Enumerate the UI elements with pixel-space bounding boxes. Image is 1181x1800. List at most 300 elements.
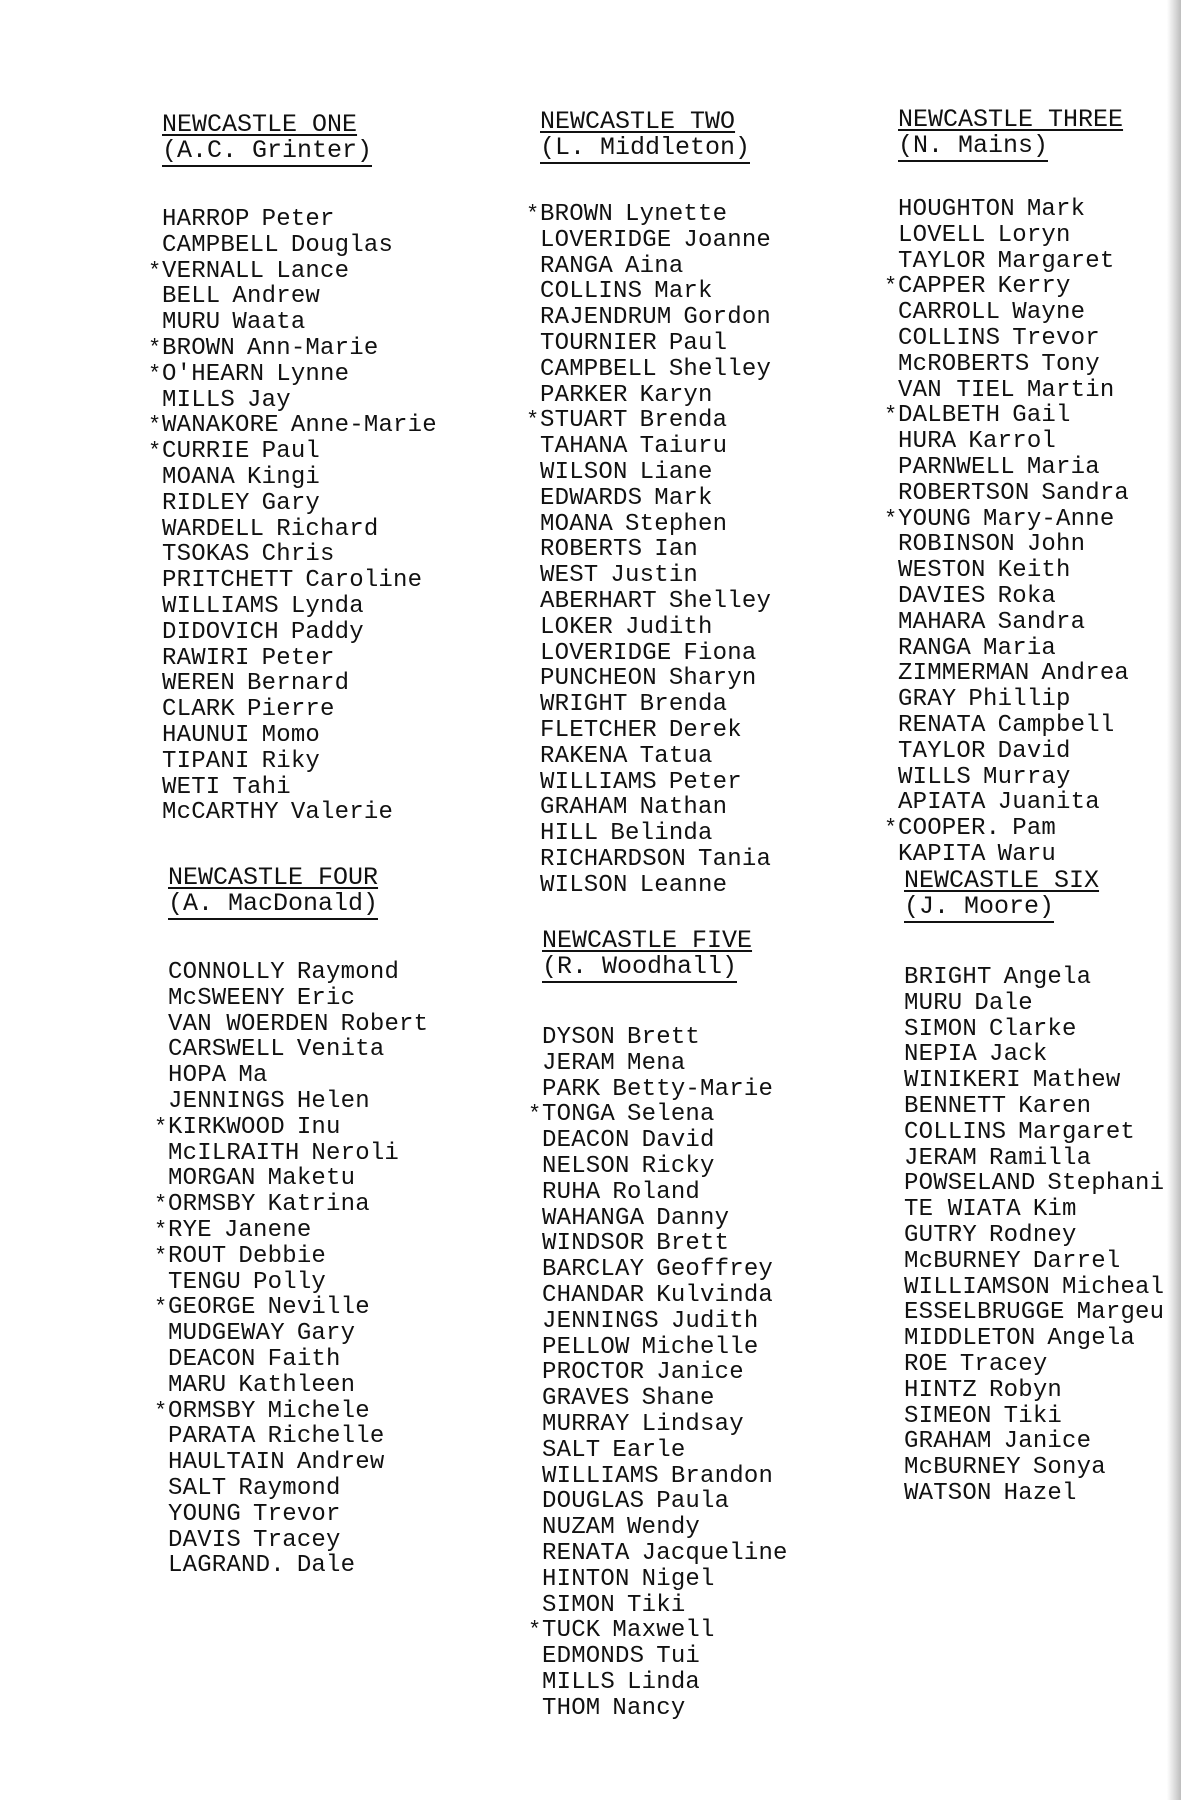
student-surname: WILLS bbox=[898, 763, 972, 791]
student-entry bbox=[162, 800, 437, 826]
student-surname: O'HEARN bbox=[162, 360, 265, 388]
student-surname: LOVELL bbox=[898, 221, 986, 249]
student-entry bbox=[898, 790, 1129, 816]
student-given-name: Lindsay bbox=[641, 1410, 744, 1438]
student-given-name: Wayne bbox=[1012, 299, 1086, 327]
student-entry bbox=[898, 739, 1129, 765]
student-surname: McSWEENY bbox=[168, 984, 285, 1012]
student-surname: GRAHAM bbox=[540, 794, 628, 822]
student-list bbox=[168, 960, 428, 1579]
student-surname: HOUGHTON bbox=[898, 196, 1015, 223]
student-surname: YOUNG bbox=[898, 505, 972, 533]
student-surname: WARDELL bbox=[162, 515, 265, 543]
student-given-name: Paul bbox=[261, 438, 321, 466]
student-given-name: Debbie bbox=[238, 1242, 327, 1270]
student-given-name: David bbox=[997, 737, 1071, 765]
student-given-name: Linda bbox=[627, 1668, 701, 1696]
student-surname: TENGU bbox=[168, 1268, 242, 1296]
student-given-name: Tahi bbox=[232, 773, 291, 801]
student-surname: MURRAY bbox=[542, 1410, 630, 1438]
student-surname: McBURNEY bbox=[904, 1247, 1021, 1275]
student-surname: McROBERTS bbox=[898, 350, 1030, 378]
student-entry bbox=[162, 465, 437, 491]
student-given-name: Lynne bbox=[276, 360, 350, 388]
student-entry bbox=[904, 1275, 1164, 1301]
student-entry bbox=[540, 202, 771, 228]
student-given-name: Tony bbox=[1041, 350, 1100, 378]
student-surname: BENNETT bbox=[904, 1092, 1007, 1120]
student-given-name: Hazel bbox=[1003, 1479, 1077, 1507]
student-surname: CURRIE bbox=[162, 438, 250, 466]
group-newcastle-two bbox=[540, 109, 771, 899]
student-surname: HOPA bbox=[168, 1062, 227, 1090]
student-given-name: Tiki bbox=[627, 1591, 686, 1619]
student-given-name: Mark bbox=[654, 278, 713, 306]
student-given-name: Neroli bbox=[311, 1139, 400, 1167]
student-given-name: Ramilla bbox=[989, 1144, 1092, 1172]
student-entry bbox=[168, 1063, 428, 1089]
student-entry bbox=[542, 1283, 788, 1309]
student-surname: NEPIA bbox=[904, 1041, 978, 1069]
student-given-name: Tui bbox=[656, 1643, 701, 1671]
student-entry bbox=[168, 1037, 428, 1063]
student-surname: JENNINGS bbox=[168, 1087, 285, 1115]
student-given-name: Kingi bbox=[247, 463, 321, 491]
student-entry bbox=[540, 460, 771, 486]
student-given-name: Katrina bbox=[267, 1191, 370, 1219]
page-edge-shadow bbox=[1167, 0, 1181, 1800]
student-given-name: Maria bbox=[1026, 453, 1100, 481]
student-given-name: Brenda bbox=[639, 691, 728, 719]
student-surname: WINDSOR bbox=[542, 1230, 645, 1258]
student-given-name: Karen bbox=[1018, 1092, 1092, 1120]
student-given-name: Mark bbox=[654, 484, 713, 512]
student-given-name: Polly bbox=[253, 1268, 327, 1296]
student-surname: MILLS bbox=[162, 386, 236, 414]
student-given-name: Gary bbox=[296, 1320, 356, 1348]
student-list bbox=[904, 965, 1164, 1507]
student-surname: CARROLL bbox=[898, 299, 1001, 327]
group-heading bbox=[540, 109, 771, 164]
group-newcastle-one bbox=[162, 112, 437, 826]
student-entry bbox=[542, 1541, 788, 1567]
student-entry bbox=[162, 388, 437, 414]
student-surname: DIDOVICH bbox=[162, 618, 279, 646]
student-surname: RAJENDRUM bbox=[540, 304, 672, 332]
student-given-name: Gary bbox=[261, 489, 321, 517]
group-title: NEWCASTLE SIX bbox=[904, 866, 1100, 895]
student-entry bbox=[540, 331, 771, 357]
student-entry bbox=[898, 558, 1129, 584]
student-given-name: Keith bbox=[997, 557, 1071, 585]
student-given-name: Valerie bbox=[290, 799, 394, 827]
student-surname: CAMPBELL bbox=[540, 355, 657, 383]
student-given-name: Maketu bbox=[267, 1165, 356, 1193]
student-given-name: Justin bbox=[610, 562, 699, 590]
student-surname: DEACON bbox=[168, 1345, 256, 1373]
student-entry bbox=[542, 1412, 788, 1438]
student-surname: MURU bbox=[904, 989, 963, 1017]
student-given-name: Dale bbox=[974, 989, 1033, 1017]
student-surname: RYE bbox=[168, 1216, 212, 1244]
student-entry bbox=[540, 821, 771, 847]
student-entry bbox=[542, 1335, 788, 1361]
student-entry bbox=[898, 197, 1129, 223]
student-entry bbox=[904, 1404, 1164, 1430]
student-given-name: Earle bbox=[612, 1436, 686, 1464]
student-surname: SIMON bbox=[542, 1591, 616, 1619]
student-surname: COLLINS bbox=[904, 1118, 1007, 1146]
student-given-name: Michelle bbox=[641, 1333, 759, 1361]
student-surname: TIPANI bbox=[162, 747, 250, 775]
student-entry bbox=[542, 1128, 788, 1154]
student-entry bbox=[162, 310, 437, 336]
student-entry bbox=[542, 1360, 788, 1386]
student-surname: EDMONDS bbox=[542, 1643, 645, 1671]
student-surname: JENNINGS bbox=[542, 1307, 659, 1335]
student-given-name: Tiki bbox=[1003, 1402, 1063, 1430]
student-entry bbox=[540, 795, 771, 821]
student-surname: MURU bbox=[162, 309, 221, 337]
student-surname: ROBERTS bbox=[540, 536, 643, 564]
student-given-name: Waata bbox=[232, 309, 306, 337]
student-entry bbox=[168, 1141, 428, 1167]
student-given-name: Peter bbox=[668, 768, 742, 796]
student-entry bbox=[540, 615, 771, 641]
student-entry bbox=[168, 1166, 428, 1192]
student-entry bbox=[904, 1481, 1164, 1507]
student-given-name: Paddy bbox=[290, 618, 364, 646]
student-given-name: Martin bbox=[1026, 376, 1115, 404]
student-surname: GUTRY bbox=[904, 1221, 978, 1249]
student-surname: WEST bbox=[540, 562, 599, 590]
student-entry bbox=[540, 357, 771, 383]
student-given-name: Maria bbox=[983, 634, 1057, 662]
student-entry bbox=[542, 1489, 788, 1515]
student-given-name: Taiuru bbox=[639, 433, 728, 461]
student-given-name: Roka bbox=[997, 582, 1057, 610]
student-given-name: Nathan bbox=[639, 794, 728, 822]
student-given-name: Liane bbox=[639, 458, 713, 486]
student-entry bbox=[540, 279, 771, 305]
student-entry bbox=[540, 254, 771, 280]
student-given-name: Brenda bbox=[639, 407, 728, 435]
student-entry bbox=[542, 1464, 788, 1490]
student-entry bbox=[168, 1012, 428, 1038]
student-given-name: Janice bbox=[1003, 1428, 1092, 1456]
student-surname: PROCTOR bbox=[542, 1359, 645, 1387]
student-given-name: Janene bbox=[223, 1216, 312, 1244]
student-given-name: Judith bbox=[625, 613, 713, 641]
student-given-name: Richard bbox=[276, 515, 379, 543]
student-given-name: Eric bbox=[296, 984, 356, 1012]
student-surname: ROUT bbox=[168, 1242, 227, 1270]
student-surname: ROBERTSON bbox=[898, 479, 1030, 507]
student-given-name: Brett bbox=[656, 1230, 730, 1258]
student-given-name: John bbox=[1026, 531, 1086, 559]
student-surname: HAULTAIN bbox=[168, 1449, 285, 1477]
student-given-name: Judith bbox=[670, 1307, 759, 1335]
student-surname: ESSELBRUGGE bbox=[904, 1299, 1065, 1327]
student-given-name: Mary-Anne bbox=[983, 505, 1115, 533]
student-given-name: Rodney bbox=[989, 1221, 1077, 1249]
student-entry bbox=[540, 512, 771, 538]
student-entry bbox=[540, 563, 771, 589]
student-given-name: Dale bbox=[296, 1552, 356, 1580]
student-surname: CONNOLLY bbox=[168, 959, 285, 986]
group-title: NEWCASTLE ONE bbox=[162, 110, 358, 139]
student-surname: YOUNG bbox=[168, 1500, 242, 1528]
student-entry bbox=[898, 403, 1129, 429]
student-given-name: Shelley bbox=[668, 355, 772, 383]
student-entry bbox=[904, 1378, 1164, 1404]
student-entry bbox=[162, 723, 437, 749]
student-surname: LOKER bbox=[540, 613, 614, 641]
student-list bbox=[542, 1025, 788, 1722]
student-entry bbox=[168, 1399, 428, 1425]
student-surname: WATSON bbox=[904, 1479, 992, 1507]
student-surname: TAYLOR bbox=[898, 737, 986, 765]
student-surname: THOM bbox=[542, 1694, 601, 1722]
student-given-name: Danny bbox=[656, 1204, 730, 1232]
student-given-name: Raymond bbox=[238, 1474, 341, 1502]
student-surname: HILL bbox=[540, 820, 599, 848]
student-entry bbox=[162, 491, 437, 517]
student-given-name: Sandra bbox=[997, 608, 1086, 636]
student-surname: DALBETH bbox=[898, 402, 1001, 430]
student-surname: SIMEON bbox=[904, 1402, 992, 1430]
student-entry bbox=[904, 1223, 1164, 1249]
student-given-name: Kathleen bbox=[238, 1371, 356, 1399]
student-surname: RIDLEY bbox=[162, 489, 250, 517]
group-teacher: ( N. Mains ) bbox=[898, 133, 1048, 162]
student-surname: NUZAM bbox=[542, 1514, 616, 1542]
student-surname: PUNCHEON bbox=[540, 665, 657, 693]
student-surname: TE WIATA bbox=[904, 1196, 1021, 1224]
student-given-name: Sharyn bbox=[668, 665, 757, 693]
student-entry bbox=[898, 842, 1129, 868]
student-given-name: Aina bbox=[625, 252, 684, 280]
student-entry bbox=[542, 1309, 788, 1335]
student-list bbox=[898, 197, 1129, 868]
student-given-name: Brandon bbox=[670, 1462, 774, 1490]
student-surname: HURA bbox=[898, 428, 957, 456]
group-heading bbox=[162, 112, 437, 167]
student-surname: COOPER. bbox=[898, 815, 1001, 843]
student-surname: SIMON bbox=[904, 1015, 978, 1043]
student-given-name: Mena bbox=[627, 1049, 686, 1077]
student-given-name: Andrea bbox=[1041, 660, 1130, 688]
student-surname: PARATA bbox=[168, 1423, 256, 1451]
student-entry bbox=[168, 1218, 428, 1244]
student-entry bbox=[162, 568, 437, 594]
student-entry bbox=[540, 228, 771, 254]
student-surname: COLLINS bbox=[898, 324, 1001, 352]
student-surname: ABERHART bbox=[540, 587, 657, 615]
student-surname: WILLIAMS bbox=[542, 1462, 659, 1490]
student-surname: WRIGHT bbox=[540, 691, 628, 719]
student-entry bbox=[898, 816, 1129, 842]
student-entry bbox=[162, 542, 437, 568]
student-surname: HARROP bbox=[162, 206, 250, 233]
student-surname: GRAY bbox=[898, 686, 957, 714]
student-given-name: Robert bbox=[340, 1010, 429, 1038]
student-entry bbox=[904, 1249, 1164, 1275]
student-surname: MOANA bbox=[540, 510, 614, 538]
student-surname: WINIKERI bbox=[904, 1067, 1021, 1095]
student-list bbox=[540, 202, 771, 899]
student-entry bbox=[904, 1042, 1164, 1068]
student-surname: HINTON bbox=[542, 1565, 630, 1593]
student-surname: LOVERIDGE bbox=[540, 226, 672, 254]
student-surname: TUCK bbox=[542, 1617, 601, 1645]
student-given-name: Kerry bbox=[997, 273, 1071, 301]
student-given-name: Lance bbox=[276, 257, 350, 285]
student-given-name: Phillip bbox=[968, 686, 1071, 714]
student-entry bbox=[168, 1089, 428, 1115]
student-given-name: Helen bbox=[296, 1087, 370, 1115]
student-surname: PARKER bbox=[540, 381, 628, 409]
student-given-name: Caroline bbox=[305, 567, 423, 595]
student-entry bbox=[542, 1438, 788, 1464]
student-entry bbox=[162, 362, 437, 388]
student-given-name: Pierre bbox=[247, 696, 335, 724]
student-surname: PARNWELL bbox=[898, 453, 1015, 481]
student-entry bbox=[540, 383, 771, 409]
group-teacher: ( R. Woodhall ) bbox=[542, 954, 737, 983]
student-surname: DYSON bbox=[542, 1024, 616, 1051]
group-newcastle-five bbox=[542, 928, 788, 1722]
group-teacher: ( L. Middleton ) bbox=[540, 135, 750, 164]
student-given-name: Tatua bbox=[639, 742, 713, 770]
group-title: NEWCASTLE FOUR bbox=[168, 863, 379, 892]
student-given-name: Selena bbox=[627, 1101, 715, 1129]
student-entry bbox=[904, 1146, 1164, 1172]
student-entry bbox=[540, 305, 771, 331]
student-entry bbox=[898, 274, 1129, 300]
student-surname: WILLIAMS bbox=[162, 592, 279, 620]
student-entry bbox=[162, 671, 437, 697]
student-surname: LAGRAND. bbox=[168, 1552, 285, 1580]
student-entry bbox=[898, 300, 1129, 326]
student-surname: McCARTHY bbox=[162, 799, 279, 827]
student-given-name: Fiona bbox=[683, 639, 757, 667]
student-given-name: Kulvinda bbox=[656, 1281, 774, 1309]
student-surname: ROE bbox=[904, 1350, 948, 1378]
student-given-name: Faith bbox=[267, 1345, 341, 1373]
student-surname: TOURNIER bbox=[540, 329, 657, 357]
student-surname: MIDDLETON bbox=[904, 1325, 1036, 1353]
student-surname: DAVIES bbox=[898, 582, 986, 610]
student-entry bbox=[168, 1553, 428, 1579]
student-given-name: Janice bbox=[656, 1359, 744, 1387]
student-entry bbox=[162, 749, 437, 775]
student-given-name: Stephen bbox=[625, 510, 728, 538]
student-entry bbox=[540, 873, 771, 899]
student-surname: HINTZ bbox=[904, 1376, 978, 1404]
student-given-name: Margeu bbox=[1076, 1299, 1165, 1327]
student-surname: EDWARDS bbox=[540, 484, 643, 512]
student-surname: WAHANGA bbox=[542, 1204, 645, 1232]
student-surname: WETI bbox=[162, 773, 221, 801]
student-entry bbox=[542, 1025, 788, 1051]
student-surname: WILLIAMS bbox=[540, 768, 657, 796]
student-entry bbox=[162, 439, 437, 465]
student-given-name: Momo bbox=[261, 721, 321, 749]
student-entry bbox=[162, 336, 437, 362]
student-surname: KAPITA bbox=[898, 840, 986, 868]
student-entry bbox=[162, 413, 437, 439]
student-surname: POWSELAND bbox=[904, 1170, 1036, 1198]
student-surname: TSOKAS bbox=[162, 541, 250, 569]
student-entry bbox=[162, 646, 437, 672]
student-entry bbox=[898, 223, 1129, 249]
student-surname: CAPPER bbox=[898, 273, 986, 301]
student-surname: RENATA bbox=[542, 1539, 630, 1567]
student-entry bbox=[904, 1171, 1164, 1197]
student-surname: ZIMMERMAN bbox=[898, 660, 1030, 688]
group-heading bbox=[898, 107, 1129, 162]
student-surname: TONGA bbox=[542, 1101, 616, 1129]
student-entry bbox=[168, 1476, 428, 1502]
student-surname: McBURNEY bbox=[904, 1454, 1021, 1482]
student-entry bbox=[898, 661, 1129, 687]
student-surname: MORGAN bbox=[168, 1165, 256, 1193]
student-surname: PRITCHETT bbox=[162, 567, 294, 595]
student-given-name: Peter bbox=[261, 206, 335, 233]
student-surname: JERAM bbox=[904, 1144, 978, 1172]
student-entry bbox=[162, 284, 437, 310]
student-given-name: Sandra bbox=[1041, 479, 1130, 507]
student-entry bbox=[904, 1300, 1164, 1326]
student-given-name: Gordon bbox=[683, 304, 772, 332]
student-entry bbox=[904, 1197, 1164, 1223]
student-entry bbox=[540, 537, 771, 563]
student-surname: BRIGHT bbox=[904, 964, 992, 991]
student-entry bbox=[162, 517, 437, 543]
student-given-name: Paula bbox=[656, 1488, 730, 1516]
student-surname: WILSON bbox=[540, 458, 628, 486]
student-given-name: Gail bbox=[1012, 402, 1071, 430]
student-given-name: Douglas bbox=[290, 231, 394, 259]
student-entry bbox=[898, 687, 1129, 713]
student-given-name: Kim bbox=[1032, 1196, 1077, 1224]
student-entry bbox=[904, 1352, 1164, 1378]
student-entry bbox=[898, 765, 1129, 791]
group-teacher: ( J. Moore ) bbox=[904, 894, 1054, 923]
student-given-name: Venita bbox=[296, 1036, 385, 1064]
student-given-name: Trevor bbox=[1012, 324, 1100, 352]
student-entry bbox=[168, 1115, 428, 1141]
student-entry bbox=[168, 986, 428, 1012]
student-given-name: Lynda bbox=[290, 592, 364, 620]
student-entry bbox=[168, 1295, 428, 1321]
student-surname: CARSWELL bbox=[168, 1036, 285, 1064]
student-surname: BROWN bbox=[162, 334, 236, 362]
student-given-name: Clarke bbox=[989, 1015, 1077, 1043]
student-surname: APIATA bbox=[898, 789, 986, 817]
student-given-name: Trevor bbox=[253, 1500, 341, 1528]
student-entry bbox=[542, 1102, 788, 1128]
student-entry bbox=[904, 1120, 1164, 1146]
student-entry bbox=[540, 770, 771, 796]
student-surname: ROBINSON bbox=[898, 531, 1015, 559]
student-entry bbox=[898, 249, 1129, 275]
student-entry bbox=[542, 1077, 788, 1103]
student-entry bbox=[168, 1321, 428, 1347]
student-given-name: Brett bbox=[627, 1024, 701, 1051]
student-given-name: Andrew bbox=[232, 283, 321, 311]
